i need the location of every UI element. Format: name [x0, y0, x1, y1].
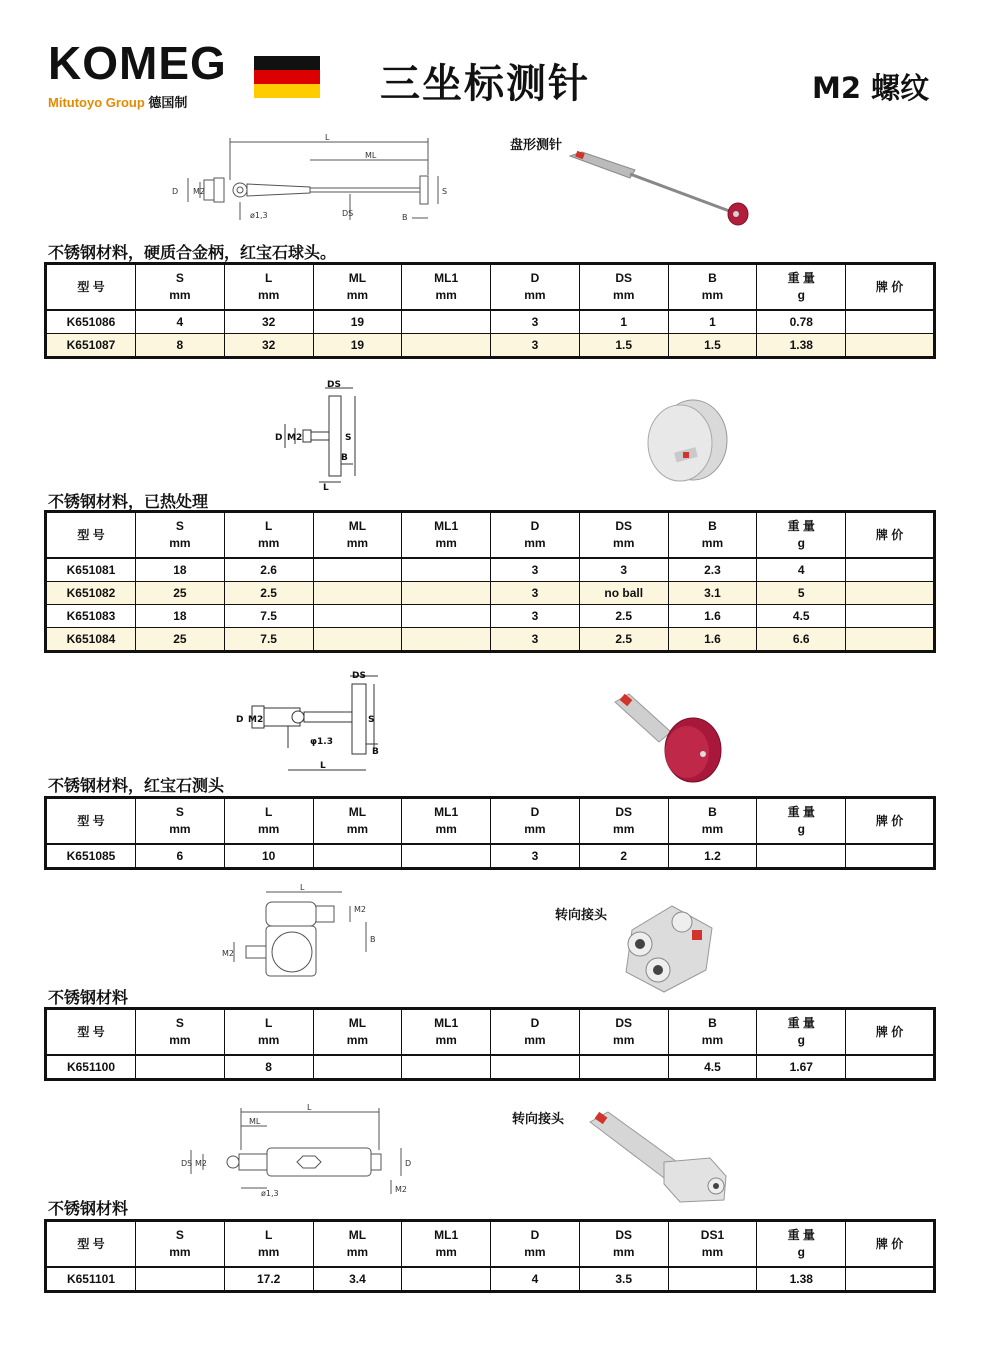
col-weight: 重 量 g [757, 1009, 846, 1056]
disc-stylus-photo [560, 150, 760, 230]
disc-drawing-2 [265, 378, 375, 490]
dim-L: L [300, 883, 305, 892]
dim-B: B [372, 747, 379, 757]
dim-M2b: M2 [395, 1185, 407, 1194]
spec-table-1 [44, 262, 936, 359]
dim-M2: M2 [354, 905, 366, 914]
col-B: B mm [668, 1009, 757, 1056]
dim-S: S [368, 715, 375, 725]
col-S: S mm [136, 798, 225, 845]
dim-M2: M2 [193, 187, 205, 196]
dim-DS: DS [342, 209, 354, 218]
col-weight: 重 量 g [757, 264, 846, 311]
dim-L: L [323, 483, 329, 490]
dim-D: D [275, 433, 283, 443]
col-DS: DS mm [579, 1221, 668, 1268]
col-L: L mm [224, 264, 313, 311]
col-D: D mm [491, 512, 580, 559]
table-row: K651100 8 4.5 1.67 [46, 1055, 935, 1080]
dim-D: D [172, 187, 179, 196]
swivel-joint-photo [612, 900, 722, 996]
page-title: 三坐标测针 [380, 61, 590, 107]
col-DS: DS mm [579, 798, 668, 845]
col-B: B mm [668, 798, 757, 845]
col-price: 牌 价 [846, 798, 935, 845]
table-row: K651101 17.2 3.4 4 3.5 1.38 [46, 1267, 935, 1292]
col-DS1: DS1 mm [668, 1221, 757, 1268]
dim-M2b: M2 [222, 949, 234, 958]
col-ML: ML mm [313, 512, 402, 559]
col-price: 牌 价 [846, 264, 935, 311]
dim-L: L [320, 761, 326, 771]
table-row: K651082 25 2.5 3 no ball 3.1 5 [46, 582, 935, 605]
col-ML: ML mm [313, 264, 402, 311]
dim-D: D [236, 715, 244, 725]
col-ML1: ML1 mm [402, 1009, 491, 1056]
dim-ML: ML [365, 151, 377, 160]
col-S: S mm [136, 1221, 225, 1268]
dim-S: S [345, 433, 352, 443]
col-ML: ML mm [313, 798, 402, 845]
col-ML: ML mm [313, 1009, 402, 1056]
dim-D: D [405, 1159, 412, 1168]
col-L: L mm [224, 1221, 313, 1268]
table-row: K651083 18 7.5 3 2.5 1.6 4.5 [46, 605, 935, 628]
spec-table-4 [44, 1007, 936, 1081]
swivel-adapter-drawing [175, 1100, 435, 1200]
section-2-caption: 不锈钢材料，已热处理 [48, 492, 209, 511]
swivel-joint-drawing [220, 882, 390, 982]
col-S: S mm [136, 1009, 225, 1056]
col-price: 牌 价 [846, 512, 935, 559]
col-weight: 重 量 g [757, 1221, 846, 1268]
spec-table-3 [44, 796, 936, 870]
col-B: B mm [668, 512, 757, 559]
table-row: K651087 8 32 19 3 1.5 1.5 1.38 [46, 334, 935, 358]
col-ML1: ML1 mm [402, 264, 491, 311]
col-ML1: ML1 mm [402, 1221, 491, 1268]
section-1-caption: 不锈钢材料，硬质合金柄，红宝石球头。 [48, 243, 337, 262]
col-D: D mm [491, 798, 580, 845]
dim-phi: φ1.3 [310, 737, 333, 747]
section-3-caption: 不锈钢材料，红宝石测头 [48, 776, 225, 795]
dim-phi: ø1,3 [250, 211, 268, 220]
spec-table-5 [44, 1219, 936, 1293]
dim-DS: DS [181, 1159, 193, 1168]
col-model: 型 号 [46, 264, 136, 311]
col-model: 型 号 [46, 798, 136, 845]
ruby-disc-photo [605, 688, 735, 788]
col-ML1: ML1 mm [402, 512, 491, 559]
col-ML1: ML1 mm [402, 798, 491, 845]
col-ML: ML mm [313, 1221, 402, 1268]
dim-M2: M2 [248, 715, 264, 725]
table-row: K651086 4 32 19 3 1 1 0.78 [46, 310, 935, 334]
group-text: Group [105, 95, 145, 110]
spec-table-2 [44, 510, 936, 653]
brand-logo: KOMEG [48, 37, 227, 89]
image-label-swivel-adapter: 转向接头 [512, 1112, 565, 1127]
dim-B: B [402, 213, 408, 222]
col-B: B mm [668, 264, 757, 311]
table-row: K651081 18 2.6 3 3 2.3 4 [46, 558, 935, 582]
col-model: 型 号 [46, 1009, 136, 1056]
dim-B: B [341, 453, 348, 463]
col-S: S mm [136, 512, 225, 559]
section-5-caption: 不锈钢材料 [48, 1199, 129, 1218]
col-S: S mm [136, 264, 225, 311]
made-in-germany-text: 德国制 [148, 95, 188, 110]
col-price: 牌 价 [846, 1009, 935, 1056]
col-DS: DS mm [579, 264, 668, 311]
col-D: D mm [491, 1221, 580, 1268]
dim-DS: DS [352, 671, 366, 681]
thread-spec: M2 螺纹 [812, 71, 930, 105]
dim-L: L [307, 1103, 312, 1112]
col-model: 型 号 [46, 1221, 136, 1268]
col-D: D mm [491, 264, 580, 311]
mitutoyo-text: Mitutoyo [48, 95, 103, 110]
dim-B: B [370, 935, 376, 944]
dim-M2: M2 [195, 1159, 207, 1168]
col-DS: DS mm [579, 1009, 668, 1056]
dim-S: S [442, 187, 448, 196]
col-DS: DS mm [579, 512, 668, 559]
image-label-disc-stylus: 盘形测针 [510, 138, 563, 153]
swivel-adapter-photo [580, 1106, 740, 1206]
german-flag-icon [254, 56, 320, 98]
col-L: L mm [224, 798, 313, 845]
col-D: D mm [491, 1009, 580, 1056]
col-weight: 重 量 g [757, 512, 846, 559]
dim-ML: ML [249, 1117, 261, 1126]
dim-M2: M2 [287, 433, 303, 443]
dim-L: L [325, 133, 330, 142]
disc-stylus-drawing [160, 130, 460, 230]
image-label-swivel-joint: 转向接头 [555, 908, 608, 923]
col-L: L mm [224, 512, 313, 559]
table-row: K651084 25 7.5 3 2.5 1.6 6.6 [46, 628, 935, 652]
col-model: 型 号 [46, 512, 136, 559]
dim-DS: DS [327, 380, 341, 390]
col-L: L mm [224, 1009, 313, 1056]
col-price: 牌 价 [846, 1221, 935, 1268]
col-weight: 重 量 g [757, 798, 846, 845]
brand-subtitle [48, 92, 187, 111]
ruby-disc-drawing [228, 666, 393, 776]
dim-phi: ø1,3 [261, 1189, 279, 1198]
table-row: K651085 6 10 3 2 1.2 [46, 844, 935, 869]
disc-photo-2 [635, 398, 735, 488]
section-4-caption: 不锈钢材料 [48, 988, 129, 1007]
